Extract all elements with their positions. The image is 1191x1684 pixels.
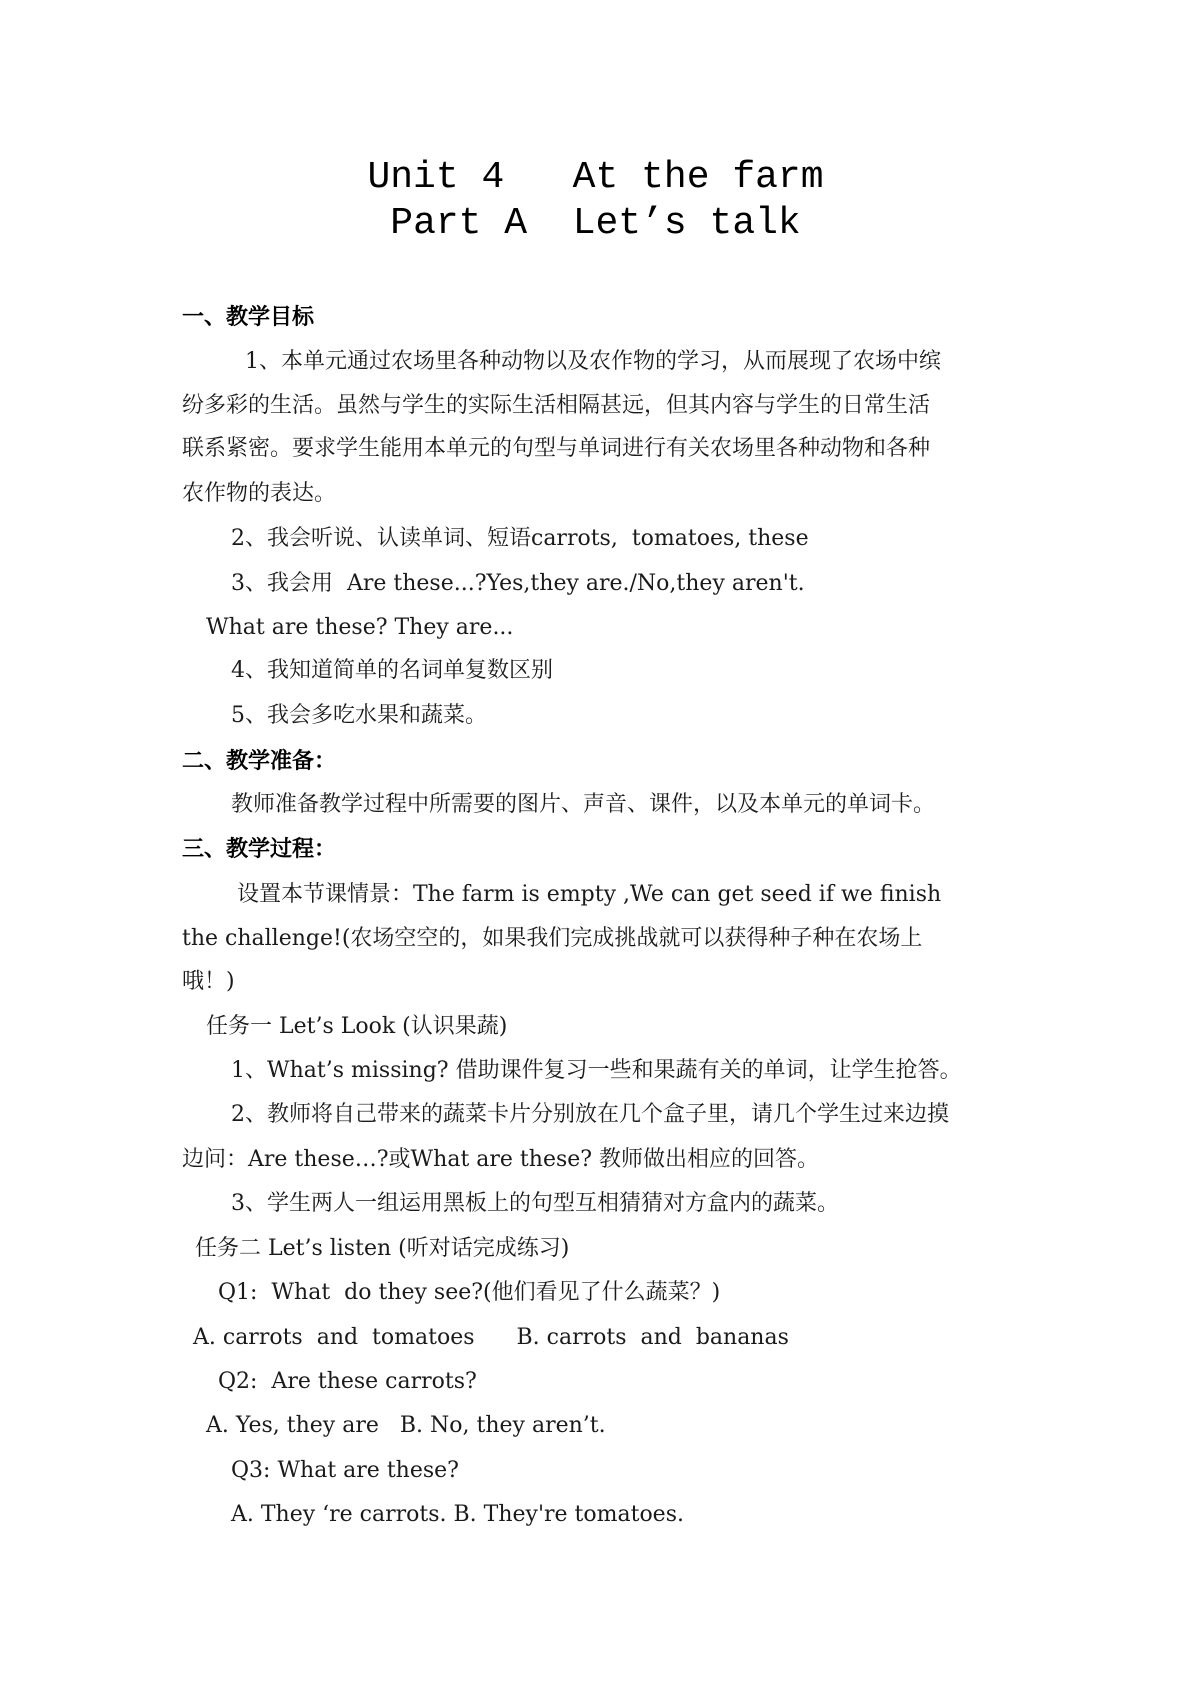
goal-line: 5、我会多吃水果和蔬菜。 [231,703,487,728]
process-line: 哦！) [182,969,235,994]
goal-line: 纷多彩的生活。虽然与学生的实际生活相隔甚远，但其内容与学生的日常生活 [182,393,931,418]
answer-options-q2: A. Yes, they are B. No, they aren’t. [206,1413,606,1438]
process-line: 3、学生两人一组运用黑板上的句型互相猜猜对方盒内的蔬菜。 [231,1191,839,1216]
process-line: 设置本节课情景：The farm is empty ,We can get seed if we finish [237,882,942,907]
goal-line: 1、本单元通过农场里各种动物以及农作物的学习，从而展现了农场中缤 [245,349,941,374]
goal-line: 3、我会用 Are these...?Yes,they are./No,they aren't. [231,571,805,596]
goal-line: 联系紧密。要求学生能用本单元的句型与单词进行有关农场里各种动物和各种 [182,436,931,461]
question-q3: Q3: What are these? [231,1458,459,1483]
process-line: the challenge!(农场空空的，如果我们完成挑战就可以获得种子种在农场上 [182,926,923,951]
task-one-title: 任务一 Let’s Look (认识果蔬) [206,1014,508,1039]
goal-line: 农作物的表达。 [182,481,337,506]
heading-preparation: 二、教学准备： [182,748,337,774]
goal-line: What are these? They are... [206,615,514,640]
process-line: 2、教师将自己带来的蔬菜卡片分别放在几个盒子里，请几个学生过来边摸 [231,1102,949,1127]
heading-goals: 一、教学目标 [182,304,315,330]
question-q1: Q1: What do they see?(他们看见了什么蔬菜？) [218,1280,721,1305]
answer-options-q1: A. carrots and tomatoes B. carrots and bananas [193,1325,789,1350]
goal-line: 4、我知道简单的名词单复数区别 [231,658,553,683]
title-unit: Unit 4 At the farm [367,156,824,199]
heading-process: 三、教学过程： [182,836,337,862]
task-two-title: 任务二 Let’s listen (听对话完成练习) [195,1236,570,1261]
preparation-line: 教师准备教学过程中所需要的图片、声音、课件，以及本单元的单词卡。 [231,792,936,817]
process-line: 1、What’s missing? 借助课件复习一些和果蔬有关的单词，让学生抢答。 [231,1058,962,1083]
process-line: 边问：Are these…?或What are these? 教师做出相应的回答。 [182,1147,820,1172]
answer-options-q3: A. They ‘re carrots. B. They're tomatoes. [231,1502,684,1527]
question-q2: Q2: Are these carrots? [218,1369,477,1394]
title-part: Part A Let’s talk [390,202,801,245]
goal-line: 2、我会听说、认读单词、短语carrots, tomatoes, these [231,526,809,551]
